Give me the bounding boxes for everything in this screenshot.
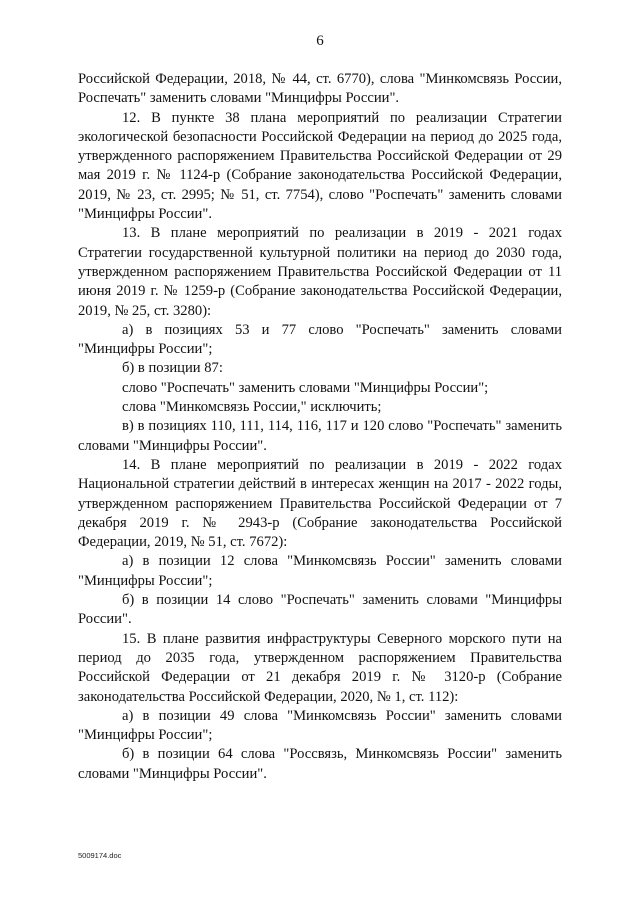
subparagraph-13b-line1: слово "Роспечать" заменить словами "Минцифры России";	[122, 379, 489, 396]
subparagraph-15b: б) в позиции 64 слова "Россвязь, Минкомсвязь России" заменить словами "Минцифры России".	[78, 746, 562, 782]
subparagraph-13b: б) в позиции 87:	[122, 360, 223, 377]
paragraph-item-13: 13. В плане мероприятий по реализации в 2019 - 2021 годах Стратегии государственной культурной политики на период до 2030 года, утвержденном распоряжением Правительства Российской Федерации от 11 июня 2019 г. № 1259-р (Собрание законодательства Российской Федерации, 2019, № 25, ст. 3280):	[78, 225, 562, 319]
subparagraph-13b-line2: слова "Минкомсвязь России," исключить;	[122, 399, 382, 416]
paragraph-item-14: 14. В плане мероприятий по реализации в 2019 - 2022 годах Национальной стратегии действий в интересах женщин на 2017 - 2022 годы, утвержденном распоряжением Правительства Российской Федерации от 7 декабря 2019 г. № 2943-р (Собрание законодательства Российской Федерации, 2019, № 51, ст. 7672):	[78, 456, 562, 551]
document-body	[78, 70, 562, 784]
subparagraph-13c: в) в позициях 110, 111, 114, 116, 117 и 120 слово "Роспечать" заменить словами "Минцифры России".	[78, 418, 562, 454]
page-number: 6	[316, 33, 324, 49]
subparagraph-14a: а) в позиции 12 слова "Минкомсвязь России" заменить словами "Минцифры России";	[78, 553, 562, 589]
paragraph-item-12: 12. В пункте 38 плана мероприятий по реализации Стратегии экологической безопасности Российской Федерации на период до 2025 года, утвержденного распоряжением Правительства Российской Федерации от 29 мая 2019 г. № 1124-р (Собрание законодательства Российской Федерации, 2019, № 23, ст. 2995; № 51, ст. 7754), слово "Роспечать" заменить словами "Минцифры России".	[78, 109, 562, 223]
file-name-footer: 5009174.doc	[78, 851, 122, 860]
subparagraph-15a: а) в позиции 49 слова "Минкомсвязь России" заменить словами "Минцифры России";	[78, 707, 562, 744]
paragraph-item-15: 15. В плане развития инфраструктуры Северного морского пути на период до 2035 года, утвержденном распоряжением Правительства Российской Федерации от 21 декабря 2019 г. № 3120-р (Собрание законодательства Российской Федерации, 2020, № 1, ст. 112):	[78, 630, 562, 705]
paragraph-continuation: Российской Федерации, 2018, № 44, ст. 6770), слова "Минкомсвязь России, Роспечать" заменить словами "Минцифры России".	[78, 71, 562, 107]
subparagraph-13a: а) в позициях 53 и 77 слово "Роспечать" заменить словами "Минцифры России";	[78, 321, 562, 358]
subparagraph-14b: б) в позиции 14 слово "Роспечать" заменить словами "Минцифры России".	[78, 592, 562, 628]
